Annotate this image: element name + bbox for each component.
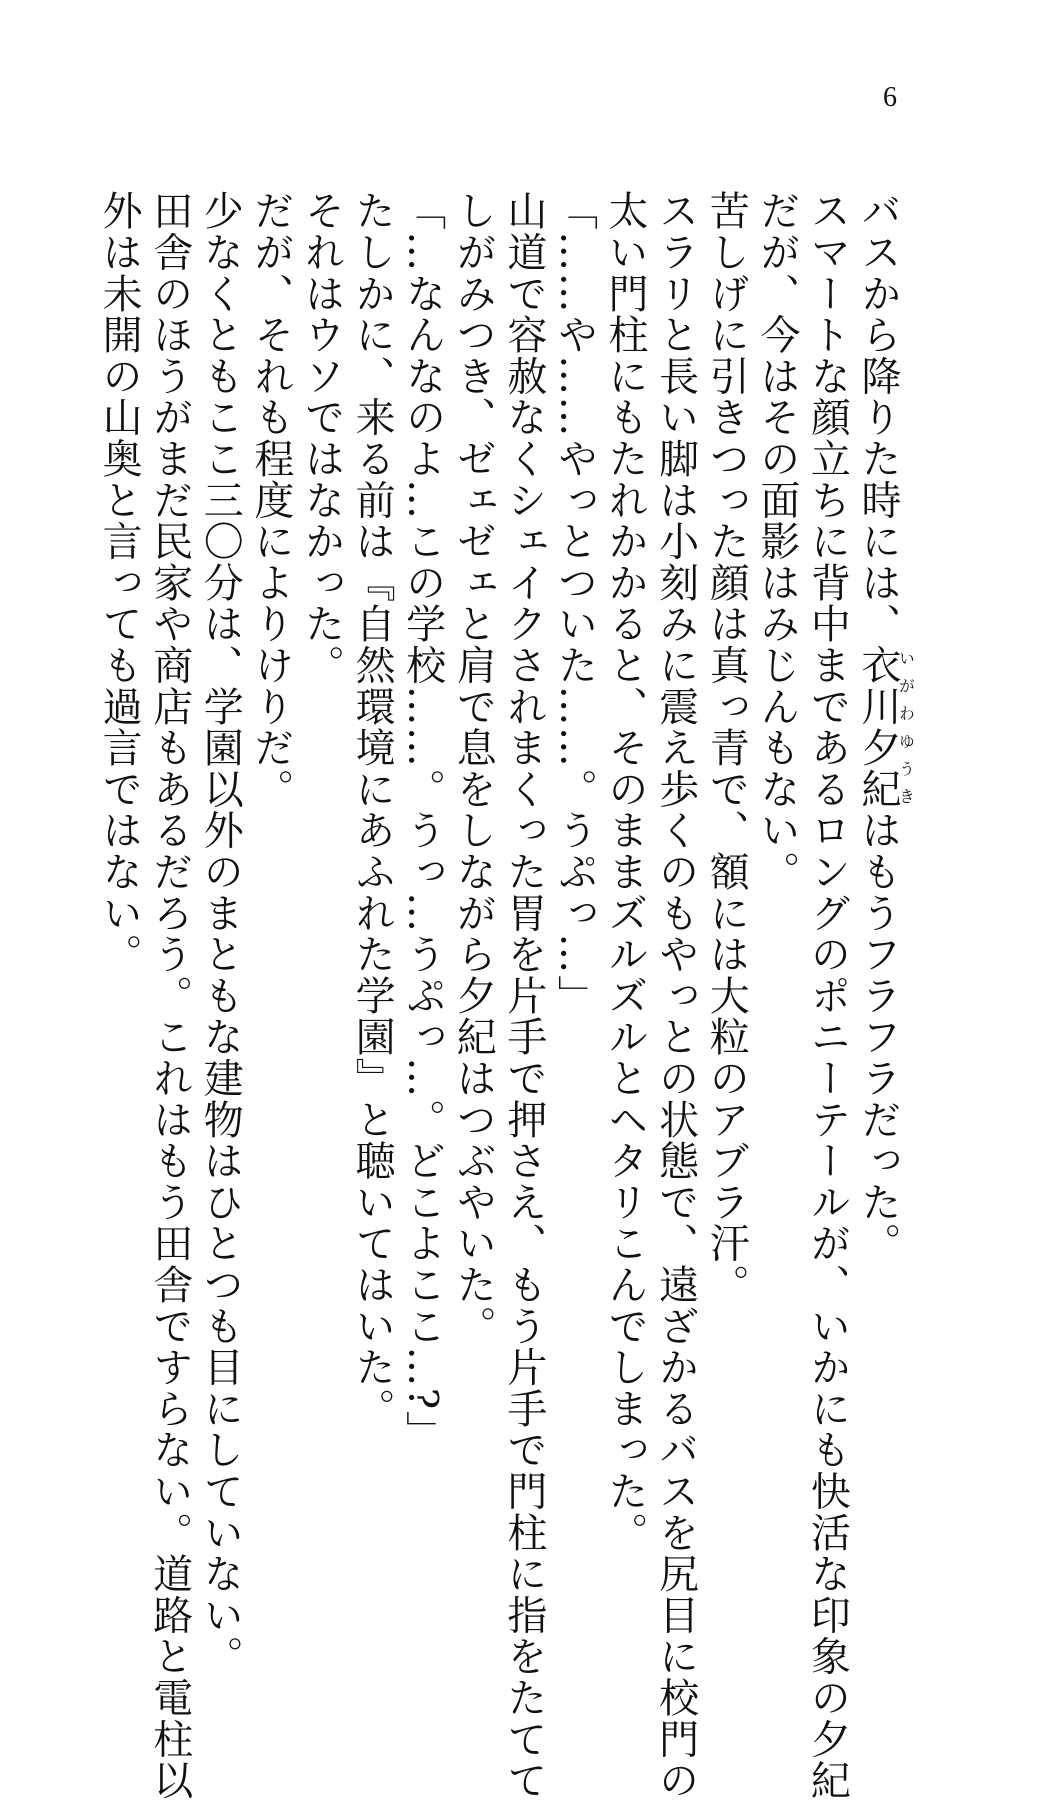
text-segment: バスから降りた時には、 bbox=[855, 190, 901, 645]
text-line-9: しがみつき、ゼェゼェと肩で息をしながら夕紀はつぶやいた。 bbox=[450, 190, 497, 1347]
furigana-reading: いがわゆうき bbox=[896, 644, 916, 810]
text-line-16: 外は未開の山奥と言っても過言ではない。 bbox=[96, 190, 143, 975]
text-line-12: それはウソではなかった。 bbox=[298, 190, 345, 686]
text-line-5: スラリと長い脚は小刻みに震え歩くのもやっとの状態で、遠ざかるバスを尻目に校門の bbox=[652, 190, 699, 1801]
text-line-11: たしかに、来る前は『自然環境にあふれた学園』と聴いてはいた。 bbox=[349, 190, 396, 1429]
novel-body-text bbox=[94, 190, 916, 1801]
page-number: 6 bbox=[883, 82, 897, 113]
text-line-1 bbox=[852, 190, 914, 1360]
text-segment: はもうフラフラだった。 bbox=[855, 809, 901, 1264]
text-line-7: 「……や……やっとついた……。うぷっ…」 bbox=[551, 190, 598, 1016]
text-line-2: スマートな顔立ちに背中まであるロングのポニーテールが、いかにも快活な印象の夕紀 bbox=[804, 190, 851, 1801]
text-line-13: だが、それも程度によりけりだ。 bbox=[247, 190, 294, 810]
text-line-6: 太い門柱にもたれかかると、そのままズルズルとヘタリこんでしまった。 bbox=[602, 190, 649, 1553]
text-line-14: 少なくともここ三〇分は、学園以外のまともな建物はひとつも目にしていない。 bbox=[197, 190, 244, 1677]
text-line-15: 田舎のほうがまだ民家や商店もあるだろう。これはもう田舎ですらない。道路と電柱以 bbox=[146, 190, 193, 1801]
text-line-10: 「…なんなのよ…この学校……。うっ…うぷっ…。どこよここ…?」 bbox=[399, 190, 446, 1452]
character-name-ruby bbox=[855, 644, 916, 810]
character-name: 衣川夕紀 bbox=[855, 644, 901, 810]
text-line-8: 山道で容赦なくシェイクされまくった胃を片手で押さえ、もう片手で門柱に指をたてて bbox=[500, 190, 547, 1801]
text-line-3: だが、今はその面影はみじんもない。 bbox=[753, 190, 800, 893]
text-line-4: 苦しげに引きつった顔は真っ青で、額には大粒のアブラ汗。 bbox=[703, 190, 750, 1306]
